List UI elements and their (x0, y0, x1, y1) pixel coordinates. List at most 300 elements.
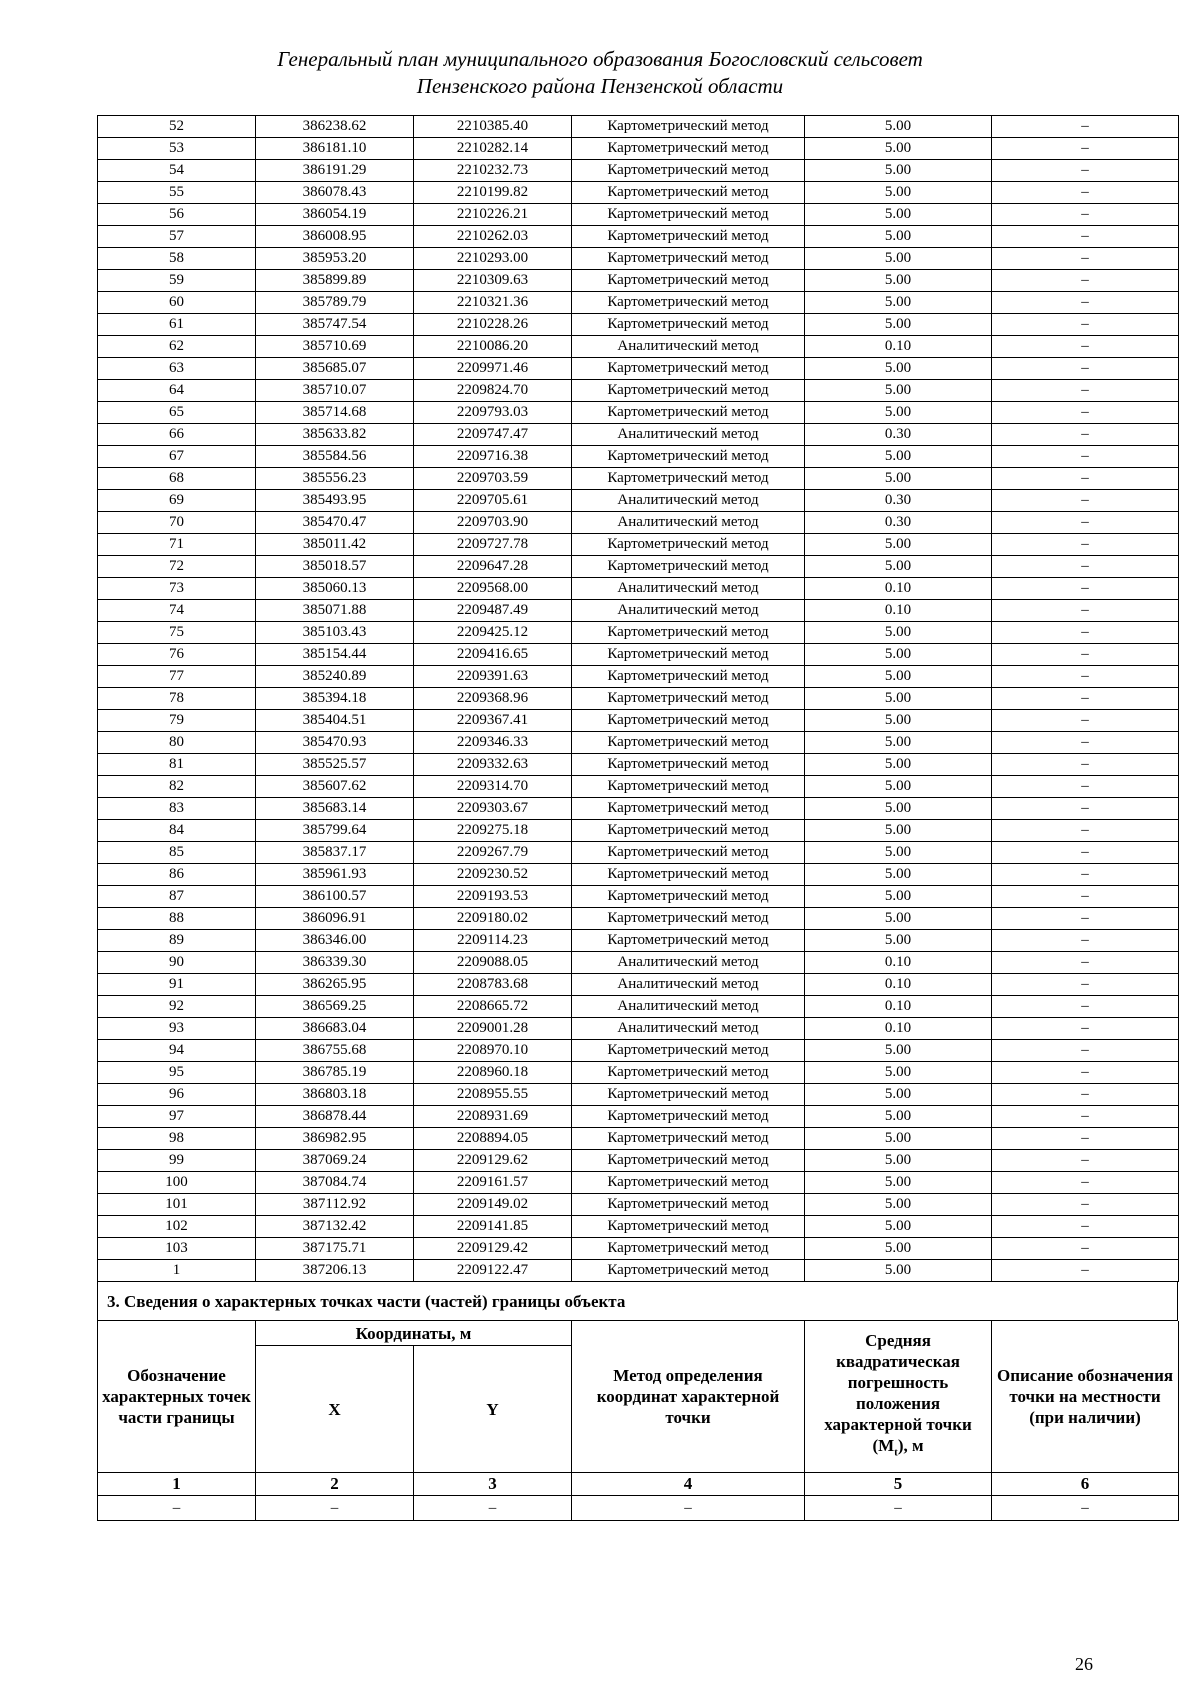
point-id-cell: 101 (98, 1194, 256, 1216)
y-coordinate-cell: 2209088.05 (414, 952, 572, 974)
error-cell: 5.00 (805, 798, 992, 820)
description-cell: – (992, 578, 1179, 600)
y-coordinate-cell: 2209314.70 (414, 776, 572, 798)
error-cell: 5.00 (805, 556, 992, 578)
error-cell: 5.00 (805, 1238, 992, 1260)
y-coordinate-cell: 2209346.33 (414, 732, 572, 754)
x-coordinate-cell: 386755.68 (256, 1040, 414, 1062)
table-row (98, 600, 1179, 622)
table-row (98, 1216, 1179, 1238)
y-coordinate-cell: 2210321.36 (414, 292, 572, 314)
x-coordinate-cell: 385103.43 (256, 622, 414, 644)
table-row (98, 314, 1179, 336)
error-cell: 0.10 (805, 336, 992, 358)
x-coordinate-cell: 385747.54 (256, 314, 414, 336)
x-coordinate-cell: 385470.93 (256, 732, 414, 754)
x-coordinate-cell: 385837.17 (256, 842, 414, 864)
description-cell: – (992, 490, 1179, 512)
description-cell: – (992, 204, 1179, 226)
method-cell: Картометрический метод (572, 908, 805, 930)
method-cell: Картометрический метод (572, 226, 805, 248)
description-cell: – (992, 1194, 1179, 1216)
description-cell: – (992, 270, 1179, 292)
error-cell: 0.30 (805, 512, 992, 534)
description-cell: – (992, 248, 1179, 270)
method-cell: Картометрический метод (572, 666, 805, 688)
method-cell: Картометрический метод (572, 292, 805, 314)
method-cell: Картометрический метод (572, 886, 805, 908)
point-id-cell: 103 (98, 1238, 256, 1260)
column-number: 3 (414, 1473, 572, 1496)
y-coordinate-cell: 2208960.18 (414, 1062, 572, 1084)
description-cell: – (992, 292, 1179, 314)
x-coordinate-cell: 386054.19 (256, 204, 414, 226)
y-coordinate-cell: 2208931.69 (414, 1106, 572, 1128)
x-coordinate-cell: 387084.74 (256, 1172, 414, 1194)
table-cell: – (256, 1496, 414, 1521)
x-coordinate-cell: 386008.95 (256, 226, 414, 248)
table-row (98, 1194, 1179, 1216)
column-number: 4 (572, 1473, 805, 1496)
column-numbers-row (98, 1473, 1179, 1496)
method-cell: Картометрический метод (572, 732, 805, 754)
method-cell: Картометрический метод (572, 842, 805, 864)
error-cell: 5.00 (805, 864, 992, 886)
y-coordinate-cell: 2209332.63 (414, 754, 572, 776)
y-coordinate-cell: 2210199.82 (414, 182, 572, 204)
table-cell: – (414, 1496, 572, 1521)
x-coordinate-cell: 385633.82 (256, 424, 414, 446)
y-coordinate-cell: 2209114.23 (414, 930, 572, 952)
table-row (98, 1238, 1179, 1260)
x-coordinate-cell: 387175.71 (256, 1238, 414, 1260)
description-cell: – (992, 886, 1179, 908)
error-cell: 5.00 (805, 842, 992, 864)
description-cell: – (992, 138, 1179, 160)
column-number: 2 (256, 1473, 414, 1496)
table-row (98, 534, 1179, 556)
error-cell: 0.10 (805, 1018, 992, 1040)
error-cell: 5.00 (805, 908, 992, 930)
description-cell: – (992, 512, 1179, 534)
y-coordinate-cell: 2209180.02 (414, 908, 572, 930)
table-row (98, 820, 1179, 842)
point-id-cell: 94 (98, 1040, 256, 1062)
error-cell: 0.30 (805, 424, 992, 446)
point-id-cell: 76 (98, 644, 256, 666)
y-coordinate-cell: 2209793.03 (414, 402, 572, 424)
point-id-cell: 75 (98, 622, 256, 644)
description-cell: – (992, 424, 1179, 446)
description-cell: – (992, 1216, 1179, 1238)
table-row (98, 1260, 1179, 1282)
description-cell: – (992, 776, 1179, 798)
x-coordinate-cell: 385240.89 (256, 666, 414, 688)
page-table-frame (97, 115, 1178, 1521)
point-id-cell: 77 (98, 666, 256, 688)
method-cell: Картометрический метод (572, 1128, 805, 1150)
table-row (98, 424, 1179, 446)
table-row (98, 1018, 1179, 1040)
table-row (98, 1062, 1179, 1084)
error-cell: 5.00 (805, 116, 992, 138)
description-cell: – (992, 1128, 1179, 1150)
point-id-cell: 67 (98, 446, 256, 468)
y-coordinate-cell: 2210309.63 (414, 270, 572, 292)
description-cell: – (992, 182, 1179, 204)
method-cell: Картометрический метод (572, 798, 805, 820)
table-row (98, 402, 1179, 424)
method-cell: Картометрический метод (572, 380, 805, 402)
header-error: Средняя квадратическая погрешность положения характерной точки $(M_t)$, м (805, 1321, 992, 1473)
description-cell: – (992, 446, 1179, 468)
x-coordinate-cell: 385710.69 (256, 336, 414, 358)
point-id-cell: 83 (98, 798, 256, 820)
method-cell: Картометрический метод (572, 754, 805, 776)
method-cell: Картометрический метод (572, 1040, 805, 1062)
method-cell: Картометрический метод (572, 182, 805, 204)
y-coordinate-cell: 2209001.28 (414, 1018, 572, 1040)
y-coordinate-cell: 2210262.03 (414, 226, 572, 248)
table-row (98, 446, 1179, 468)
point-id-cell: 69 (98, 490, 256, 512)
table-row (98, 182, 1179, 204)
table-row (98, 798, 1179, 820)
method-cell: Аналитический метод (572, 490, 805, 512)
table-row (98, 468, 1179, 490)
error-cell: 5.00 (805, 1150, 992, 1172)
description-cell: – (992, 402, 1179, 424)
method-cell: Картометрический метод (572, 248, 805, 270)
table-row (98, 226, 1179, 248)
description-cell: – (992, 468, 1179, 490)
x-coordinate-cell: 385154.44 (256, 644, 414, 666)
x-coordinate-cell: 386339.30 (256, 952, 414, 974)
table-row (98, 732, 1179, 754)
y-coordinate-cell: 2210282.14 (414, 138, 572, 160)
table-row (98, 688, 1179, 710)
method-cell: Картометрический метод (572, 358, 805, 380)
error-cell: 5.00 (805, 402, 992, 424)
point-id-cell: 98 (98, 1128, 256, 1150)
x-coordinate-cell: 386096.91 (256, 908, 414, 930)
table-row (98, 512, 1179, 534)
x-coordinate-cell: 385799.64 (256, 820, 414, 842)
error-cell: 5.00 (805, 820, 992, 842)
method-cell: Картометрический метод (572, 644, 805, 666)
method-cell: Картометрический метод (572, 930, 805, 952)
description-cell: – (992, 1084, 1179, 1106)
y-coordinate-cell: 2209705.61 (414, 490, 572, 512)
point-id-cell: 90 (98, 952, 256, 974)
point-id-cell: 57 (98, 226, 256, 248)
document-header (0, 46, 1200, 100)
y-coordinate-cell: 2209487.49 (414, 600, 572, 622)
method-cell: Аналитический метод (572, 974, 805, 996)
error-cell: 5.00 (805, 754, 992, 776)
point-id-cell: 74 (98, 600, 256, 622)
method-cell: Картометрический метод (572, 402, 805, 424)
header-description: Описание обозначения точки на местности (при наличии) (992, 1321, 1179, 1473)
x-coordinate-cell: 385011.42 (256, 534, 414, 556)
point-id-cell: 52 (98, 116, 256, 138)
points-table-body (98, 116, 1179, 1282)
y-coordinate-cell: 2209193.53 (414, 886, 572, 908)
table-row (98, 644, 1179, 666)
y-coordinate-cell: 2209647.28 (414, 556, 572, 578)
table-row (98, 930, 1179, 952)
y-coordinate-cell: 2209703.90 (414, 512, 572, 534)
point-id-cell: 60 (98, 292, 256, 314)
method-cell: Картометрический метод (572, 710, 805, 732)
table-row (98, 1128, 1179, 1150)
error-cell: 5.00 (805, 138, 992, 160)
error-cell: 5.00 (805, 776, 992, 798)
error-cell: 5.00 (805, 688, 992, 710)
y-coordinate-cell: 2210086.20 (414, 336, 572, 358)
description-cell: – (992, 1238, 1179, 1260)
y-coordinate-cell: 2209824.70 (414, 380, 572, 402)
point-id-cell: 1 (98, 1260, 256, 1282)
point-id-cell: 96 (98, 1084, 256, 1106)
method-cell: Картометрический метод (572, 116, 805, 138)
table-row (98, 908, 1179, 930)
y-coordinate-cell: 2209425.12 (414, 622, 572, 644)
y-coordinate-cell: 2209267.79 (414, 842, 572, 864)
method-cell: Аналитический метод (572, 336, 805, 358)
point-id-cell: 64 (98, 380, 256, 402)
method-cell: Картометрический метод (572, 1084, 805, 1106)
x-coordinate-cell: 386982.95 (256, 1128, 414, 1150)
point-id-cell: 80 (98, 732, 256, 754)
error-cell: 5.00 (805, 886, 992, 908)
error-cell: 5.00 (805, 622, 992, 644)
table-row (98, 1150, 1179, 1172)
description-cell: – (992, 1150, 1179, 1172)
error-cell: 0.10 (805, 952, 992, 974)
x-coordinate-cell: 387069.24 (256, 1150, 414, 1172)
x-coordinate-cell: 386683.04 (256, 1018, 414, 1040)
method-cell: Аналитический метод (572, 996, 805, 1018)
x-coordinate-cell: 385556.23 (256, 468, 414, 490)
method-cell: Картометрический метод (572, 446, 805, 468)
table-cell: – (572, 1496, 805, 1521)
y-coordinate-cell: 2210385.40 (414, 116, 572, 138)
description-cell: – (992, 754, 1179, 776)
method-cell: Картометрический метод (572, 622, 805, 644)
column-number: 6 (992, 1473, 1179, 1496)
table-row (98, 710, 1179, 732)
point-id-cell: 68 (98, 468, 256, 490)
point-id-cell: 84 (98, 820, 256, 842)
point-id-cell: 102 (98, 1216, 256, 1238)
y-coordinate-cell: 2209129.42 (414, 1238, 572, 1260)
error-cell: 5.00 (805, 710, 992, 732)
x-coordinate-cell: 386569.25 (256, 996, 414, 1018)
x-coordinate-cell: 385470.47 (256, 512, 414, 534)
table-row (98, 248, 1179, 270)
description-cell: – (992, 710, 1179, 732)
point-id-cell: 71 (98, 534, 256, 556)
table-row (98, 622, 1179, 644)
point-id-cell: 89 (98, 930, 256, 952)
x-coordinate-cell: 386238.62 (256, 116, 414, 138)
table-row (98, 776, 1179, 798)
point-id-cell: 95 (98, 1062, 256, 1084)
error-cell: 5.00 (805, 1260, 992, 1282)
y-coordinate-cell: 2209275.18 (414, 820, 572, 842)
description-cell: – (992, 908, 1179, 930)
method-cell: Картометрический метод (572, 820, 805, 842)
x-coordinate-cell: 385961.93 (256, 864, 414, 886)
x-coordinate-cell: 386078.43 (256, 182, 414, 204)
header-x: X (256, 1346, 414, 1473)
error-cell: 5.00 (805, 644, 992, 666)
x-coordinate-cell: 386346.00 (256, 930, 414, 952)
table-row (98, 490, 1179, 512)
table-row (98, 1040, 1179, 1062)
description-cell: – (992, 688, 1179, 710)
y-coordinate-cell: 2209141.85 (414, 1216, 572, 1238)
x-coordinate-cell: 385607.62 (256, 776, 414, 798)
error-cell: 5.00 (805, 1194, 992, 1216)
table-row (98, 578, 1179, 600)
y-coordinate-cell: 2209367.41 (414, 710, 572, 732)
point-id-cell: 86 (98, 864, 256, 886)
x-coordinate-cell: 385789.79 (256, 292, 414, 314)
point-id-cell: 93 (98, 1018, 256, 1040)
y-coordinate-cell: 2208955.55 (414, 1084, 572, 1106)
y-coordinate-cell: 2209129.62 (414, 1150, 572, 1172)
point-id-cell: 82 (98, 776, 256, 798)
point-id-cell: 53 (98, 138, 256, 160)
error-cell: 5.00 (805, 446, 992, 468)
y-coordinate-cell: 2209391.63 (414, 666, 572, 688)
method-cell: Картометрический метод (572, 556, 805, 578)
x-coordinate-cell: 386100.57 (256, 886, 414, 908)
error-cell: 5.00 (805, 160, 992, 182)
y-coordinate-cell: 2209568.00 (414, 578, 572, 600)
table-row (98, 952, 1179, 974)
description-cell: – (992, 820, 1179, 842)
table-row (98, 1084, 1179, 1106)
method-cell: Картометрический метод (572, 1238, 805, 1260)
point-id-cell: 65 (98, 402, 256, 424)
error-cell: 5.00 (805, 314, 992, 336)
x-coordinate-cell: 385710.07 (256, 380, 414, 402)
y-coordinate-cell: 2210293.00 (414, 248, 572, 270)
point-id-cell: 55 (98, 182, 256, 204)
table-row (98, 754, 1179, 776)
header-y: Y (414, 1346, 572, 1473)
method-cell: Картометрический метод (572, 270, 805, 292)
error-cell: 5.00 (805, 534, 992, 556)
error-cell: 5.00 (805, 1040, 992, 1062)
y-coordinate-cell: 2210232.73 (414, 160, 572, 182)
error-cell: 0.10 (805, 996, 992, 1018)
table-row (98, 1106, 1179, 1128)
section-3-table (97, 1321, 1179, 1521)
description-cell: – (992, 1106, 1179, 1128)
description-cell: – (992, 160, 1179, 182)
description-cell: – (992, 1260, 1179, 1282)
description-cell: – (992, 600, 1179, 622)
x-coordinate-cell: 385018.57 (256, 556, 414, 578)
error-cell: 5.00 (805, 1216, 992, 1238)
table-row (98, 974, 1179, 996)
x-coordinate-cell: 385685.07 (256, 358, 414, 380)
x-coordinate-cell: 385584.56 (256, 446, 414, 468)
description-cell: – (992, 798, 1179, 820)
error-cell: 5.00 (805, 292, 992, 314)
y-coordinate-cell: 2209747.47 (414, 424, 572, 446)
x-coordinate-cell: 386878.44 (256, 1106, 414, 1128)
table-row (98, 842, 1179, 864)
method-cell: Картометрический метод (572, 204, 805, 226)
description-cell: – (992, 1172, 1179, 1194)
description-cell: – (992, 358, 1179, 380)
method-cell: Картометрический метод (572, 864, 805, 886)
description-cell: – (992, 666, 1179, 688)
method-cell: Аналитический метод (572, 578, 805, 600)
point-id-cell: 78 (98, 688, 256, 710)
point-id-cell: 100 (98, 1172, 256, 1194)
point-id-cell: 73 (98, 578, 256, 600)
point-id-cell: 79 (98, 710, 256, 732)
description-cell: – (992, 534, 1179, 556)
x-coordinate-cell: 385953.20 (256, 248, 414, 270)
method-cell: Картометрический метод (572, 160, 805, 182)
table-row (98, 666, 1179, 688)
description-cell: – (992, 974, 1179, 996)
x-coordinate-cell: 387132.42 (256, 1216, 414, 1238)
header-line-1: Генеральный план муниципального образования Богословский сельсовет (277, 47, 923, 71)
point-id-cell: 61 (98, 314, 256, 336)
point-id-cell: 88 (98, 908, 256, 930)
description-cell: – (992, 842, 1179, 864)
y-coordinate-cell: 2210226.21 (414, 204, 572, 226)
x-coordinate-cell: 386803.18 (256, 1084, 414, 1106)
y-coordinate-cell: 2209161.57 (414, 1172, 572, 1194)
description-cell: – (992, 336, 1179, 358)
error-cell: 5.00 (805, 380, 992, 402)
point-id-cell: 81 (98, 754, 256, 776)
points-table (97, 115, 1179, 1282)
point-id-cell: 54 (98, 160, 256, 182)
method-cell: Картометрический метод (572, 688, 805, 710)
column-number: 1 (98, 1473, 256, 1496)
table-row (98, 886, 1179, 908)
error-cell: 0.10 (805, 974, 992, 996)
y-coordinate-cell: 2209971.46 (414, 358, 572, 380)
method-cell: Картометрический метод (572, 1172, 805, 1194)
y-coordinate-cell: 2210228.26 (414, 314, 572, 336)
description-cell: – (992, 996, 1179, 1018)
method-cell: Аналитический метод (572, 600, 805, 622)
point-id-cell: 62 (98, 336, 256, 358)
method-cell: Аналитический метод (572, 424, 805, 446)
description-cell: – (992, 1018, 1179, 1040)
table-row (98, 138, 1179, 160)
method-cell: Картометрический метод (572, 138, 805, 160)
description-cell: – (992, 644, 1179, 666)
description-cell: – (992, 930, 1179, 952)
section-3-data-row (98, 1496, 1179, 1521)
y-coordinate-cell: 2209303.67 (414, 798, 572, 820)
y-coordinate-cell: 2208970.10 (414, 1040, 572, 1062)
y-coordinate-cell: 2209416.65 (414, 644, 572, 666)
error-cell: 5.00 (805, 226, 992, 248)
